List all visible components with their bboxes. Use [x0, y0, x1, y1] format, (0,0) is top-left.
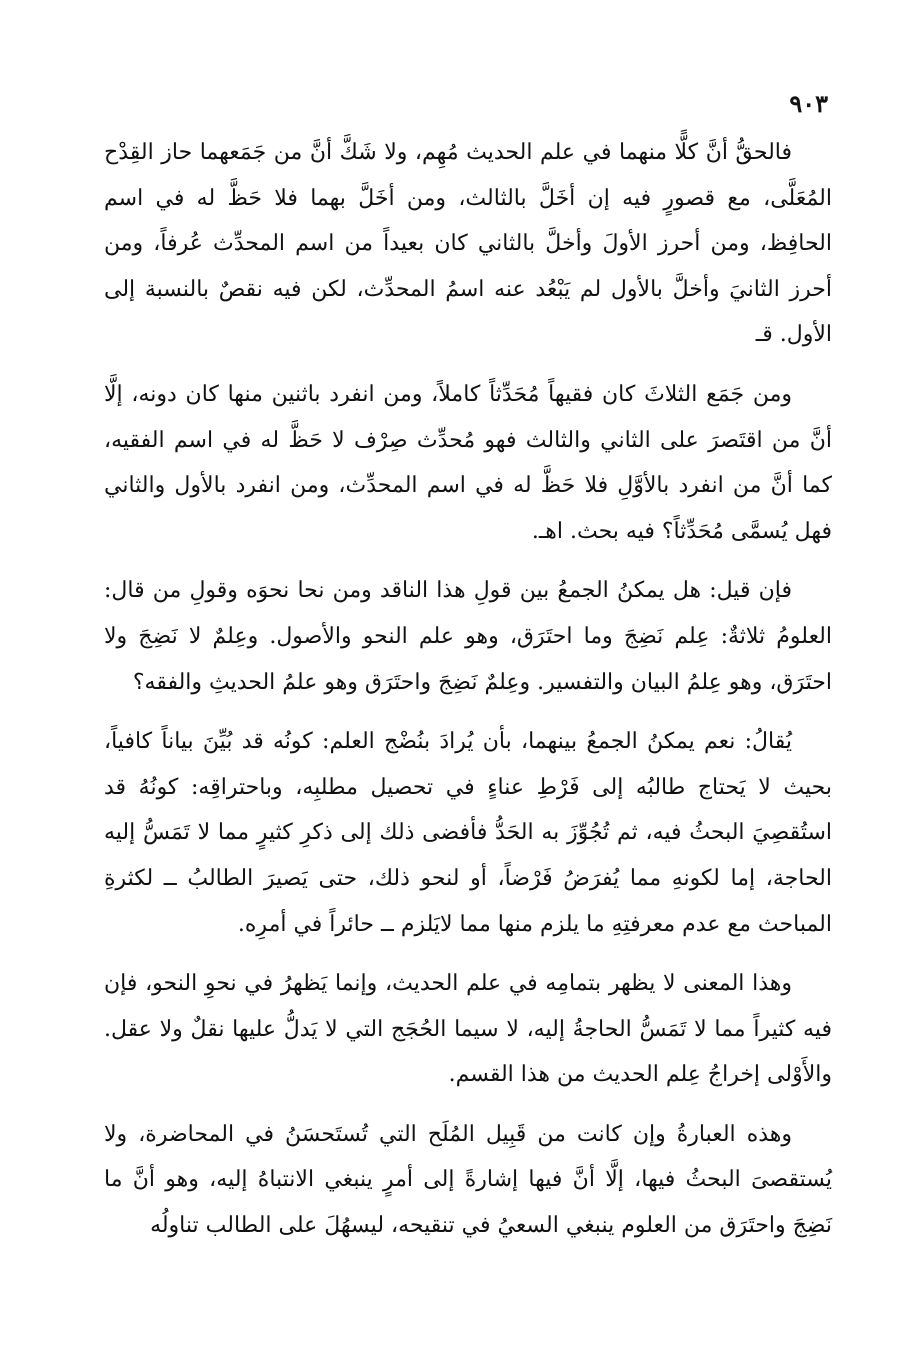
paragraph-6: وهذه العبارةُ وإن كانت من قَبِيل المُلَح التي تُستَحسَنُ في المحاضرة، ولا يُستقصىَ البحثُ فيها، إلَّا أنَّ فيها إشارةً إلى أمرٍ ينبغي الانتباهُ إليه، وهو أنَّ ما نَضِجَ واحتَرَق من العلوم ينبغي السعيُ في تنقيحه، ليسهُلَ على الطالب تناولُه: [104, 1121, 832, 1239]
paragraph-5: وهذا المعنى لا يظهر بتمامِه في علم الحديث، وإنما يَظهرُ في نحوِ النحو، فإن فيه كثيراً مما لا تَمَسُّ الحاجةُ إليه، لا سيما الحُجَج التي لا يَدلُّ عليها نقلٌ ولا عقل. والأَوْلى إخراجُ عِلم الحديث من هذا القسم.: [104, 971, 832, 1088]
page-number: ٩٠٣: [789, 89, 828, 118]
paragraph-2: ومن جَمَع الثلاثَ كان فقيهاً مُحَدِّثاً كاملاً، ومن انفرد باثنين منها كان دونه، إلَّا أنَّ من اقتَصرَ على الثاني والثالث فهو مُحدِّث صِرْف لا حَظَّ له في اسم الفقيه، كما أنَّ من انفرد بالأوَّلِ فلا حَظَّ له في اسم المحدِّث، ومن انفرد بالأول والثاني فهل يُسمَّى مُحَدِّثاً؟ فيه بحث. اهـ.: [104, 381, 832, 544]
paragraph-4: يُقالُ: نعم يمكنُ الجمعُ بينهما، بأن يُرادَ بنُضْج العلم: كونُه قد بُيِّنَ بياناً كافياً، بحيث لا يَحتاج طالبُه إلى فَرْطِ عناءٍ في تحصيل مطلبِه، وباحتراقِه: كونُهُ قد استُقصِيَ البحثُ فيه، ثم تُجُوِّزَ به الحَدُّ فأفضى ذلك إلى ذكرِ كثيرٍ مما لا تَمَسُّ إليه الحاجة، إما لكونهِ مما يُفرَضُ فَرْضاً، أو لنحو ذلك، حتى يَصيرَ الطالبُ ــ لكثرةِ المباحث مع عدم معرفتِهِ ما يلزم منها مما لايَلزم ــ حائراً في أمرِه.: [104, 729, 833, 937]
paragraph-3: فإن قيل: هل يمكنُ الجمعُ بين قولِ هذا الناقد ومن نحا نحوَه وقولِ من قال: العلومُ ثلاثةٌ: عِلم نَضِجَ وما احتَرَق، وهو علم النحو والأصول. وعِلمٌ لا نَضِجَ ولا احتَرَق، وهو عِلمُ البيان والتفسير. وعِلمٌ نَضِجَ واحتَرَق وهو علمُ الحديثِ والفقه؟: [104, 578, 832, 695]
page-body: [104, 130, 832, 1249]
paragraph-1: فالحقُّ أنَّ كلًّا منهما في علم الحديث مُهِم، ولا شَكَّ أنَّ من جَمَعهما حاز القِدْح المُعَلَّى، مع قصورٍ فيه إن أخَلَّ بالثالث، ومن أخَلَّ بهما فلا حَظَّ له في اسم الحافِظ، ومن أحرز الأولَ وأخلَّ بالثاني كان بعيداً من اسم المحدِّث عُرفاً، ومن أحرز الثانيَ وأخلَّ بالأول لم يَبْعُد عنه اسمُ المحدِّث، لكن فيه نقصٌ بالنسبة إلى الأول. قـ: [104, 140, 832, 348]
